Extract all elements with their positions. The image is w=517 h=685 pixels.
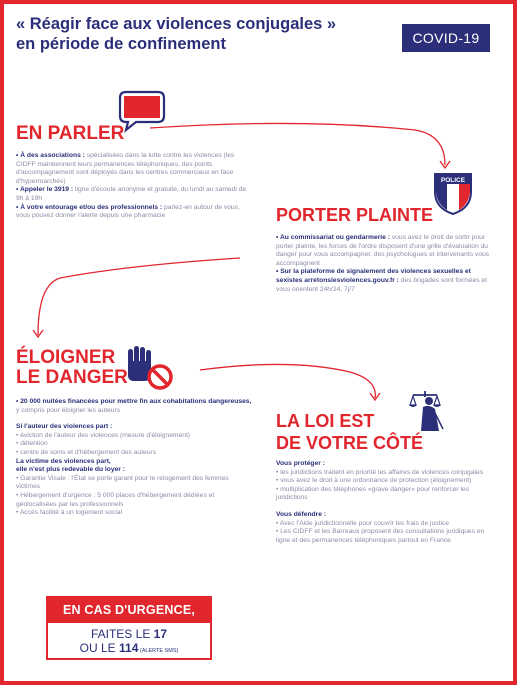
porter-plainte-body	[276, 234, 496, 294]
list-item: • centre de soins et d'hébergement des auteurs	[16, 448, 157, 456]
eloigner-body	[16, 398, 252, 518]
title-line-1: « Réagir face aux violences conjugales »	[16, 15, 337, 33]
list-item: • multiplication des téléphones «grave danger» pour renforcer les juridictions	[276, 485, 470, 502]
section-title-loi	[276, 410, 423, 454]
bullet-label: • Sur la plateforme de signalement des violences sexuelles et sexistes arretonslesviolences.gouv.fr :	[276, 268, 471, 284]
title-line-2: DE VOTRE CÔTÉ	[276, 433, 424, 453]
bullet-label: • À des associations :	[16, 152, 85, 159]
emergency-text: FAITES LE	[90, 627, 154, 641]
emergency-line-2	[48, 641, 210, 658]
bullet-text: ligne d'écoute anonyme et gratuite, du lundi au samedi de 9h à 19h	[16, 186, 247, 202]
section-title-eloigner	[16, 348, 128, 388]
subsection-label: Si l'auteur des violences part :	[16, 423, 113, 431]
emergency-number-114: 114	[119, 641, 139, 655]
arrow-plainte-to-eloigner	[38, 258, 240, 335]
list-item: • les juridictions traitent en priorité les affaires de violences conjugales	[276, 468, 484, 476]
bullet-label: • Au commissariat ou gendarmerie :	[276, 234, 390, 241]
covid-badge: COVID-19	[402, 24, 490, 52]
subsection-label: elle n'est plus redevable du loyer :	[16, 466, 125, 474]
prohibited-icon	[146, 363, 174, 391]
arrow-eloigner-to-loi	[200, 364, 375, 398]
list-item: • Hébergement d'urgence : 5 000 places d'hébergement dédiées et géolocalisées par les professionnels	[16, 491, 215, 508]
emergency-number-17: 17	[153, 627, 168, 641]
bullet-text: parlez-en autour de vous, vous pouvez donner l'alerte depuis une pharmacie	[16, 203, 240, 220]
section-title-en-parler: EN PARLER	[16, 123, 125, 144]
section-title-porter-plainte: PORTER PLAINTE	[276, 205, 434, 225]
list-item: • Accès facilité à un logement social	[16, 509, 123, 517]
subsection-label: La victime des violences part,	[16, 457, 111, 465]
list-item: • Avec l'Aide juridictionnelle pour couvrir les frais de justice	[276, 519, 449, 527]
title-line-1: LA LOI EST	[276, 411, 375, 431]
subsection-label: Vous défendre :	[276, 510, 327, 518]
police-label: POLICE	[440, 177, 466, 185]
emergency-line-1	[48, 627, 210, 641]
emergency-text: OU LE	[79, 641, 120, 655]
list-item: • éviction de l'auteur des violences (mesure d'éloignement)	[16, 431, 191, 439]
bullet-text: y compris pour éloigner les auteurs	[16, 406, 121, 414]
title-line-2: en période de confinement	[16, 35, 226, 53]
police-shield-icon	[433, 170, 473, 216]
list-item: • Garantie Visale : l'État se porte garant pour le relogement des femmes victimes	[16, 474, 229, 491]
bullet-label: • 20 000 nuitées financées pour mettre fin aux cohabitations dangereuses,	[16, 398, 252, 405]
list-item: • vous avez le droit à une ordonnance de protection (éloignement)	[276, 477, 472, 485]
bullet-text: vous avez le droit de sortir pour porter plainte, les forces de l'ordre disposent d'une grille d'évaluation du danger pour vous accompagner, des psychologues et intervenants vous accompagnent	[276, 234, 490, 267]
emergency-box	[46, 596, 212, 660]
emergency-sms-note: (ALERTE SMS)	[138, 648, 179, 654]
emergency-title: EN CAS D'URGENCE,	[48, 598, 210, 623]
loi-body	[276, 460, 486, 545]
en-parler-body	[16, 152, 248, 221]
title-line-2: LE DANGER	[16, 367, 128, 388]
list-item: • Les CIDFF et les Barreaux proposent des consultations juridiques en ligne et des permanences téléphoniques partout en France	[276, 528, 485, 544]
bullet-label: • Appeler le 3919 :	[16, 186, 74, 194]
title-line-1: ÉLOIGNER	[16, 347, 116, 368]
subsection-label: Vous protéger :	[276, 460, 325, 467]
list-item: • détention	[16, 440, 48, 448]
bullet-label: • À votre entourage et/ou des professionnels :	[16, 203, 163, 211]
bullet-text: spécialisées dans la lutte contre les violences (les CIDFF maintiennent leurs permanences téléphoniques, des points d'accompagnement sont déployés dans les centres commerciaux en face d'hypermarchés)	[16, 152, 235, 185]
bullet-text: des brigades sont formées et vous orientent 24h/24, 7j/7	[276, 276, 488, 293]
